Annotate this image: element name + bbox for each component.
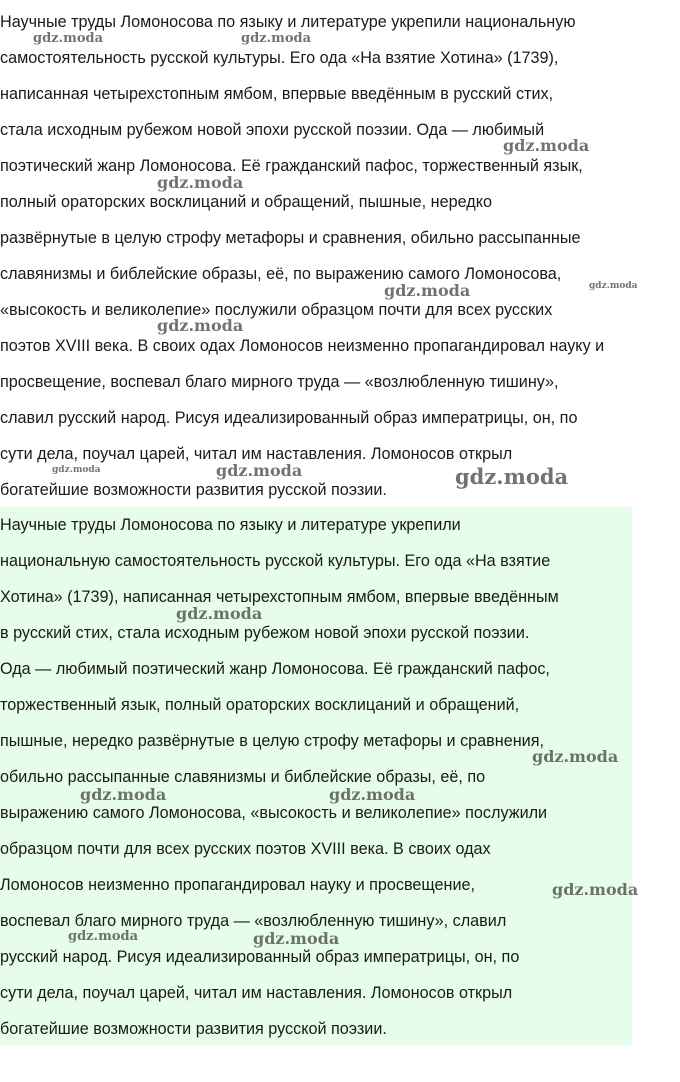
watermark: gdz.moda bbox=[68, 929, 139, 944]
paragraph-line: сути дела, поучал царей, читал им наставления. Ломоносов открыл bbox=[0, 445, 513, 463]
paragraph-line: Ода — любимый поэтический жанр Ломоносова. Её гражданский пафос, bbox=[0, 660, 550, 678]
paragraph-line: развёрнутые в целую строфу метафоры и сравнения, обильно рассыпанные bbox=[0, 229, 581, 247]
paragraph-line: богатейшие возможности развития русской поэзии. bbox=[0, 481, 387, 499]
paragraph-line: Хотина» (1739), написанная четырехстопным ямбом, впервые введённым bbox=[0, 588, 559, 606]
paragraph-line: воспевал благо мирного труда — «возлюбленную тишину», славил bbox=[0, 912, 507, 930]
watermark: gdz.moda bbox=[503, 136, 590, 155]
watermark: gdz.moda bbox=[589, 281, 638, 291]
paragraph-line: стала исходным рубежом новой эпохи русской поэзии. Ода — любимый bbox=[0, 121, 545, 139]
paragraph-line: славил русский народ. Рисуя идеализированный образ императрицы, он, по bbox=[0, 409, 578, 427]
paragraph-line: пышные, нередко развёрнутые в целую строфу метафоры и сравнения, bbox=[0, 732, 544, 750]
paragraph-line: «высокость и великолепие» послужили образцом почти для всех русских bbox=[0, 301, 553, 319]
paragraph-line: славянизмы и библейские образы, её, по выражению самого Ломоносова, bbox=[0, 265, 562, 283]
paragraph-line: поэтический жанр Ломоносова. Её гражданский пафос, торжественный язык, bbox=[0, 157, 583, 175]
paragraph-line: выражению самого Ломоносова, «высокость и великолепие» послужили bbox=[0, 804, 548, 822]
highlighted-paragraph bbox=[0, 507, 632, 1045]
paragraph-line: Научные труды Ломоносова по языку и литературе укрепили национальную bbox=[0, 13, 576, 31]
paragraph-line: русский народ. Рисуя идеализированный образ императрицы, он, по bbox=[0, 948, 520, 966]
watermark: gdz.moda bbox=[241, 31, 312, 46]
watermark: gdz.moda bbox=[532, 747, 619, 766]
paragraph-line: в русский стих, стала исходным рубежом новой эпохи русской поэзии. bbox=[0, 624, 530, 642]
watermark: gdz.moda bbox=[33, 31, 104, 46]
original-paragraph bbox=[0, 4, 680, 508]
paragraph-line: Научные труды Ломоносова по языку и литературе укрепили bbox=[0, 516, 461, 534]
paragraph-line: обильно рассыпанные славянизмы и библейские образы, её, по bbox=[0, 768, 486, 786]
paragraph-line: торжественный язык, полный ораторских восклицаний и обращений, bbox=[0, 696, 520, 714]
watermark: gdz.moda bbox=[157, 316, 244, 335]
paragraph-line: поэтов XVIII века. В своих одах Ломоносов неизменно пропагандировал науку и bbox=[0, 337, 605, 355]
paragraph-line: написанная четырехстопным ямбом, впервые введённым в русский стих, bbox=[0, 85, 554, 103]
paragraph-line: образцом почти для всех русских поэтов XVIII века. В своих одах bbox=[0, 840, 491, 858]
watermark: gdz.moda bbox=[176, 604, 263, 623]
paragraph-line: национальную самостоятельность русской культуры. Его ода «На взятие bbox=[0, 552, 551, 570]
watermark: gdz.moda bbox=[455, 464, 569, 489]
watermark: gdz.moda bbox=[216, 461, 303, 480]
paragraph-line: сути дела, поучал царей, читал им наставления. Ломоносов открыл bbox=[0, 984, 513, 1002]
paragraph-line: полный ораторских восклицаний и обращений, пышные, нередко bbox=[0, 193, 492, 211]
paragraph-line: просвещение, воспевал благо мирного труда — «возлюбленную тишину», bbox=[0, 373, 559, 391]
watermark: gdz.moda bbox=[52, 465, 101, 475]
watermark: gdz.moda bbox=[329, 785, 416, 804]
watermark: gdz.moda bbox=[384, 281, 471, 300]
watermark: gdz.moda bbox=[253, 929, 340, 948]
watermark: gdz.moda bbox=[552, 880, 639, 899]
paragraph-line: Ломоносов неизменно пропагандировал науку и просвещение, bbox=[0, 876, 476, 894]
watermark: gdz.moda bbox=[80, 785, 167, 804]
paragraph-line: самостоятельность русской культуры. Его ода «На взятие Хотина» (1739), bbox=[0, 49, 559, 67]
watermark: gdz.moda bbox=[157, 173, 244, 192]
paragraph-line: богатейшие возможности развития русской поэзии. bbox=[0, 1020, 387, 1038]
